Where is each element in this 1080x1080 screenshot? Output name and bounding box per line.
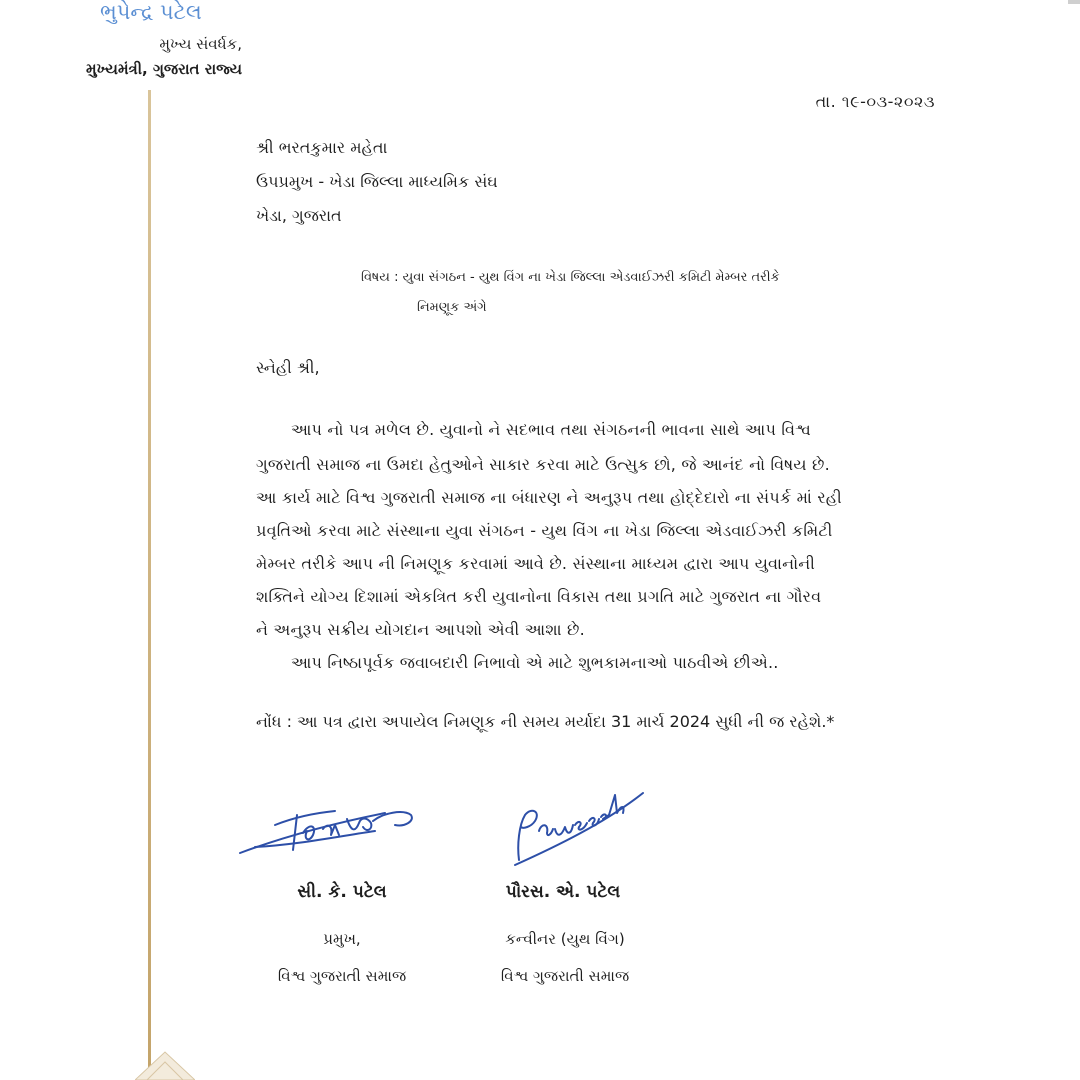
signatory-name: પૌરસ. એ. પટેલ: [505, 882, 621, 902]
gold-divider: [148, 90, 151, 1080]
letter-date: તા. ૧૯-૦૩-૨૦૨૩: [815, 92, 935, 111]
body-line: આ કાર્ય માટે વિશ્વ ગુજરાતી સમાજ ના બંધારણ ને અનુરૂપ તથા હોદ્દેદારો ના સંપર્ક માં રહી: [256, 488, 842, 507]
subject-line-continued: નિમણૂક અંગે: [417, 300, 487, 315]
signatory-name: સી. કે. પટેલ: [297, 882, 387, 902]
salutation: સ્નેહી શ્રી,: [256, 358, 320, 377]
recipient-designation: ઉપપ્રમુખ - ખેડા જિલ્લા માધ્યમિક સંઘ: [256, 172, 498, 191]
signatory-title: પ્રમુખ,: [323, 930, 361, 948]
validity-note: નોંધ : આ પત્ર દ્વારા અપાયેલ નિમણૂક ની સમય મર્યાદા 31 માર્ચ 2024 સુધી ની જ રહેશે.*: [256, 712, 835, 731]
body-line: આપ નિષ્ઠાપૂર્વક જવાબદારી નિભાવો એ માટે શુભકામનાઓ પાઠવીએ છીએ..: [291, 653, 779, 672]
body-line: શક્તિને યોગ્ય દિશામાં એકત્રિત કરી યુવાનોના વિકાસ તથા પ્રગતિ માટે ગુજરાત ના ગૌરવ: [256, 587, 822, 606]
body-line: ને અનુરૂપ સક્રીય યોગદાન આપશો એવી આશા છે.: [256, 620, 585, 639]
body-line: આપ નો પત્ર મળેલ છે. યુવાનો ને સદભાવ તથા સંગઠનની ભાવના સાથે આપ વિશ્વ: [291, 420, 811, 439]
signatory-org: વિશ્વ ગુજરાતી સમાજ: [500, 967, 630, 985]
recipient-name: શ્રી ભરતકુમાર મહેતા: [256, 138, 388, 157]
subject-line: વિષય : યુવા સંગઠન - યુથ વિંગ ના ખેડા જિલ્લા એડવાઈઝરી કમિટી મેમ્બર તરીકે: [361, 270, 780, 285]
patron-role: મુખ્ય સંવર્ધક,: [159, 35, 242, 53]
body-line: ગુજરાતી સમાજ ના ઉમદા હેતુઓને સાકાર કરવા માટે ઉત્સુક છો, જે આનંદ નો વિષય છે.: [256, 455, 830, 474]
signatory-org: વિશ્વ ગુજરાતી સમાજ: [277, 967, 407, 985]
patron-post: મુખ્યમંત્રી, ગુજરાત રાજ્ય: [85, 60, 242, 78]
body-line: પ્રવૃતિઓ કરવા માટે સંસ્થાના યુવા સંગઠન - યુથ વિંગ ના ખેડા જિલ્લા એડવાઈઝરી કમિટી: [256, 521, 833, 540]
signatory-title: કન્વીનર (યુથ વિંગ): [505, 930, 625, 948]
corner-mark: [1068, 0, 1080, 4]
body-line: મેમ્બર તરીકે આપ ની નિમણૂક કરવામાં આવે છે. સંસ્થાના માધ્યમ દ્વારા આપ યુવાનોની: [256, 554, 815, 573]
signature-paurash-patel: [505, 775, 650, 870]
patron-name: ભુપેન્દ્ર પટેલ: [100, 0, 202, 24]
recipient-place: ખેડા, ગુજરાત: [256, 206, 342, 225]
signature-ck-patel: [235, 795, 420, 865]
footer-ornament: [135, 1050, 195, 1080]
